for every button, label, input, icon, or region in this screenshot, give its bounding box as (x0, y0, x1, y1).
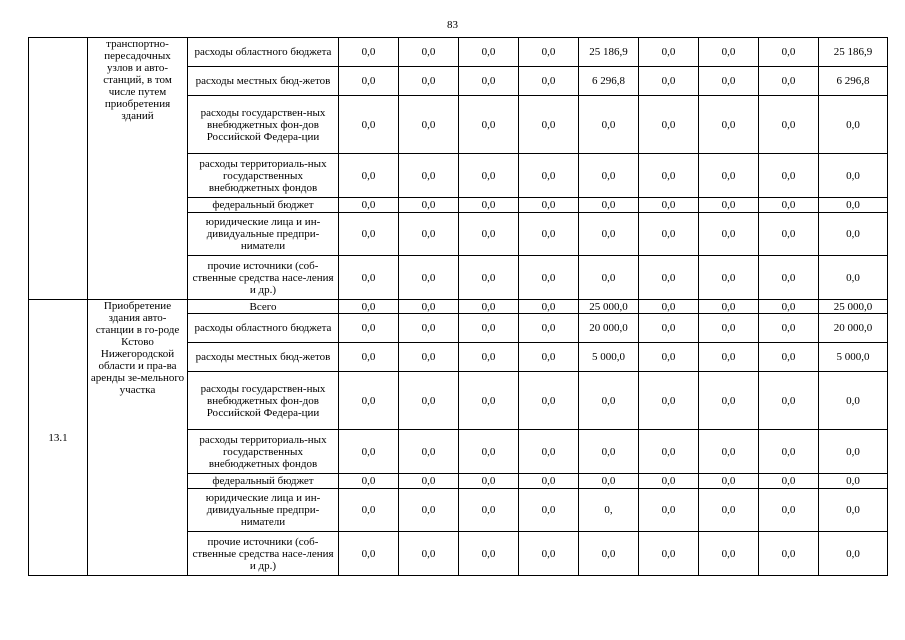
value-cell: 0,0 (699, 489, 759, 532)
value-cell: 0,0 (639, 343, 699, 372)
table-row (29, 300, 888, 314)
value-cell: 0,0 (579, 96, 639, 154)
value-cell: 0,0 (639, 256, 699, 300)
value-cell: 0,0 (459, 372, 519, 430)
value-cell: 0,0 (639, 372, 699, 430)
value-cell: 0,0 (339, 314, 399, 343)
value-cell: 0,0 (339, 96, 399, 154)
value-cell: 0,0 (759, 213, 819, 256)
value-cell: 0,0 (699, 38, 759, 67)
value-cell: 0,0 (459, 154, 519, 198)
value-cell: 0,0 (399, 96, 459, 154)
value-cell: 0,0 (399, 256, 459, 300)
value-cell: 0,0 (639, 474, 699, 489)
value-cell: 0,0 (579, 474, 639, 489)
value-cell: 25 000,0 (819, 300, 888, 314)
value-cell: 0,0 (519, 300, 579, 314)
value-cell: 25 000,0 (579, 300, 639, 314)
value-cell: 0,0 (399, 343, 459, 372)
value-cell: 0,0 (639, 96, 699, 154)
value-cell: 0,0 (519, 489, 579, 532)
value-cell: 0, (579, 489, 639, 532)
value-cell: 0,0 (819, 372, 888, 430)
value-cell: 0,0 (459, 474, 519, 489)
value-cell: 25 186,9 (579, 38, 639, 67)
value-cell: 0,0 (759, 343, 819, 372)
value-cell: 0,0 (459, 213, 519, 256)
value-cell: 0,0 (819, 256, 888, 300)
value-cell: 0,0 (699, 96, 759, 154)
value-cell: 0,0 (519, 256, 579, 300)
value-cell: 0,0 (399, 430, 459, 474)
value-cell: 0,0 (759, 489, 819, 532)
value-cell: 0,0 (519, 213, 579, 256)
funding-source: расходы территориаль-ных государственных внебюджетных фондов (188, 154, 339, 198)
value-cell: 0,0 (519, 372, 579, 430)
value-cell: 0,0 (699, 154, 759, 198)
value-cell: 6 296,8 (579, 67, 639, 96)
value-cell: 0,0 (459, 300, 519, 314)
funding-source: расходы областного бюджета (188, 38, 339, 67)
value-cell: 0,0 (759, 314, 819, 343)
value-cell: 0,0 (819, 489, 888, 532)
value-cell: 0,0 (699, 430, 759, 474)
value-cell: 0,0 (579, 430, 639, 474)
value-cell: 0,0 (399, 213, 459, 256)
value-cell: 0,0 (819, 96, 888, 154)
value-cell: 0,0 (339, 430, 399, 474)
value-cell: 0,0 (639, 314, 699, 343)
value-cell: 0,0 (699, 213, 759, 256)
value-cell: 0,0 (639, 300, 699, 314)
funding-source: Всего (188, 300, 339, 314)
value-cell: 0,0 (519, 38, 579, 67)
value-cell: 20 000,0 (819, 314, 888, 343)
funding-source: прочие источники (соб-ственные средства насе-ления и др.) (188, 532, 339, 576)
value-cell: 0,0 (399, 532, 459, 576)
value-cell: 0,0 (639, 67, 699, 96)
value-cell: 0,0 (699, 314, 759, 343)
funding-source: федеральный бюджет (188, 474, 339, 489)
value-cell: 0,0 (639, 489, 699, 532)
value-cell: 0,0 (819, 213, 888, 256)
funding-source: расходы территориаль-ных государственных внебюджетных фондов (188, 430, 339, 474)
funding-source: федеральный бюджет (188, 198, 339, 213)
value-cell: 0,0 (639, 213, 699, 256)
table-row (29, 38, 888, 67)
value-cell: 0,0 (699, 67, 759, 96)
funding-table (28, 37, 888, 576)
row-group-13-1-name: Приобретение здания авто-станции в го-роде Кстово Нижегородской области и пра-ва аренды зе-мельного участка (88, 300, 188, 576)
value-cell: 0,0 (759, 96, 819, 154)
value-cell: 0,0 (459, 256, 519, 300)
funding-source: расходы областного бюджета (188, 314, 339, 343)
value-cell: 0,0 (579, 372, 639, 430)
value-cell: 0,0 (699, 198, 759, 213)
value-cell: 0,0 (459, 38, 519, 67)
value-cell: 0,0 (699, 532, 759, 576)
funding-source: расходы государствен-ных внебюджетных фон-дов Российской Федера-ции (188, 372, 339, 430)
value-cell: 0,0 (519, 532, 579, 576)
funding-source: прочие источники (соб-ственные средства насе-ления и др.) (188, 256, 339, 300)
value-cell: 0,0 (579, 198, 639, 213)
value-cell: 0,0 (699, 474, 759, 489)
value-cell: 5 000,0 (579, 343, 639, 372)
value-cell: 0,0 (819, 532, 888, 576)
value-cell: 0,0 (759, 474, 819, 489)
value-cell: 0,0 (399, 489, 459, 532)
value-cell: 20 000,0 (579, 314, 639, 343)
value-cell: 0,0 (339, 154, 399, 198)
value-cell: 0,0 (339, 532, 399, 576)
value-cell: 0,0 (339, 489, 399, 532)
value-cell: 0,0 (819, 474, 888, 489)
value-cell: 0,0 (459, 198, 519, 213)
value-cell: 0,0 (699, 343, 759, 372)
funding-source: юридические лица и ин-дивидуальные предпри-ниматели (188, 213, 339, 256)
value-cell: 0,0 (399, 300, 459, 314)
value-cell: 0,0 (759, 38, 819, 67)
value-cell: 0,0 (759, 372, 819, 430)
value-cell: 0,0 (579, 213, 639, 256)
value-cell: 0,0 (639, 198, 699, 213)
value-cell: 0,0 (639, 532, 699, 576)
value-cell: 0,0 (639, 430, 699, 474)
value-cell: 0,0 (339, 474, 399, 489)
value-cell: 0,0 (399, 474, 459, 489)
value-cell: 0,0 (339, 300, 399, 314)
value-cell: 0,0 (399, 372, 459, 430)
funding-source: юридические лица и ин-дивидуальные предпри-ниматели (188, 489, 339, 532)
value-cell: 0,0 (699, 256, 759, 300)
page-number: 83 (447, 19, 458, 31)
row-group-13-1-number: 13.1 (29, 300, 88, 576)
value-cell: 0,0 (519, 198, 579, 213)
value-cell: 0,0 (759, 198, 819, 213)
value-cell: 0,0 (579, 532, 639, 576)
value-cell: 0,0 (339, 213, 399, 256)
value-cell: 0,0 (639, 154, 699, 198)
value-cell: 0,0 (459, 343, 519, 372)
value-cell: 0,0 (699, 300, 759, 314)
value-cell: 0,0 (519, 314, 579, 343)
funding-source: расходы государствен-ных внебюджетных фон-дов Российской Федера-ции (188, 96, 339, 154)
value-cell: 0,0 (459, 67, 519, 96)
value-cell: 0,0 (339, 67, 399, 96)
value-cell: 0,0 (339, 38, 399, 67)
value-cell: 0,0 (339, 343, 399, 372)
value-cell: 0,0 (459, 430, 519, 474)
value-cell: 0,0 (519, 474, 579, 489)
value-cell: 0,0 (459, 489, 519, 532)
value-cell: 25 186,9 (819, 38, 888, 67)
value-cell: 0,0 (339, 198, 399, 213)
value-cell: 0,0 (819, 198, 888, 213)
funding-source: расходы местных бюд-жетов (188, 343, 339, 372)
value-cell: 0,0 (639, 38, 699, 67)
value-cell: 0,0 (519, 96, 579, 154)
value-cell: 6 296,8 (819, 67, 888, 96)
value-cell: 0,0 (459, 96, 519, 154)
value-cell: 0,0 (579, 154, 639, 198)
value-cell: 0,0 (759, 67, 819, 96)
value-cell: 5 000,0 (819, 343, 888, 372)
value-cell: 0,0 (759, 154, 819, 198)
funding-source: расходы местных бюд-жетов (188, 67, 339, 96)
value-cell: 0,0 (519, 430, 579, 474)
value-cell: 0,0 (699, 372, 759, 430)
value-cell: 0,0 (759, 532, 819, 576)
value-cell: 0,0 (399, 154, 459, 198)
value-cell: 0,0 (339, 372, 399, 430)
value-cell: 0,0 (399, 198, 459, 213)
value-cell: 0,0 (579, 256, 639, 300)
value-cell: 0,0 (519, 154, 579, 198)
value-cell: 0,0 (759, 256, 819, 300)
value-cell: 0,0 (399, 38, 459, 67)
row-group-continued-name: транспортно-пересадочных узлов и авто-станций, в том числе путем приобретения зданий (88, 38, 188, 300)
value-cell: 0,0 (759, 300, 819, 314)
value-cell: 0,0 (819, 430, 888, 474)
row-group-continued-number (29, 38, 88, 300)
value-cell: 0,0 (519, 343, 579, 372)
value-cell: 0,0 (459, 314, 519, 343)
value-cell: 0,0 (759, 430, 819, 474)
value-cell: 0,0 (819, 154, 888, 198)
value-cell: 0,0 (399, 314, 459, 343)
value-cell: 0,0 (399, 67, 459, 96)
value-cell: 0,0 (339, 256, 399, 300)
value-cell: 0,0 (519, 67, 579, 96)
value-cell: 0,0 (459, 532, 519, 576)
